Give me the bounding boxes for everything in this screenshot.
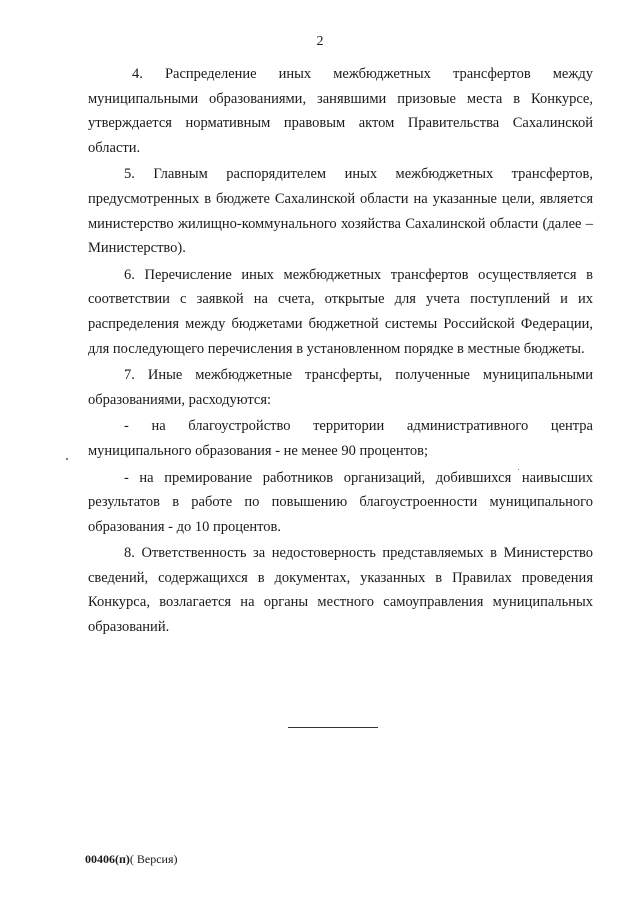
scan-speck bbox=[66, 458, 68, 460]
page-number: 2 bbox=[316, 34, 324, 49]
document-version: ( Версия) bbox=[129, 852, 178, 866]
end-separator-line bbox=[288, 727, 378, 728]
paragraph-5: 5. Главным распорядителем иных межбюджетных трансфертов, предусмотренных в бюджете Сахалинской области на указанные цели, является министерство жилищно-коммунального хозяйства Сахалинской области (далее – Министерство). bbox=[88, 166, 593, 257]
list-item-improvement: - на благоустройство территории административного центра муниципального образования - не менее 90 процентов; bbox=[88, 418, 593, 459]
paragraph-7: 7. Иные межбюджетные трансферты, полученные муниципальными образованиями, расходуются: bbox=[88, 367, 593, 408]
scan-speck bbox=[518, 469, 519, 470]
paragraph-4: 4. Распределение иных межбюджетных трансфертов между муниципальными образованиями, занявшими призовые места в Конкурсе, утверждается нормативным правовым актом Правительства Сахалинской области. bbox=[88, 66, 593, 156]
document-code: 00406(п) bbox=[85, 852, 130, 866]
paragraph-8: 8. Ответственность за недостоверность представляемых в Министерство сведений, содержащихся в документах, указанных в Правилах проведения Конкурса, возлагается на органы местного самоуправления муниципальных образований. bbox=[88, 545, 593, 636]
paragraph-6: 6. Перечисление иных межбюджетных трансфертов осуществляется в соответствии с заявкой на счета, открытые для учета поступлений и их распределения между бюджетами бюджетной системы Российской Федерации, для последующего перечисления в установленном порядке в местные бюджеты. bbox=[88, 266, 593, 357]
document-footer bbox=[85, 852, 178, 867]
document-body bbox=[88, 62, 593, 642]
list-item-bonuses: - на премирование работников организаций, добившихся наивысших результатов в работе по повышению благоустроенности муниципального образования - до 10 процентов. bbox=[88, 469, 593, 535]
